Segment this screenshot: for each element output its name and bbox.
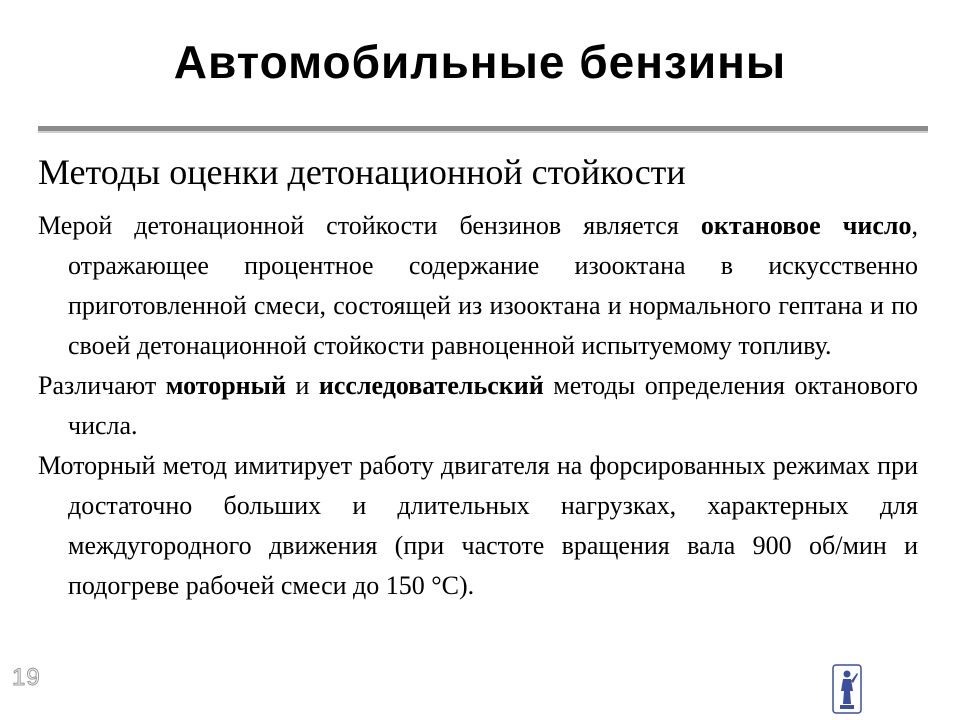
statue-logo-icon (832, 664, 862, 714)
slide-body (38, 206, 918, 606)
page-number: 19 (12, 664, 41, 691)
paragraph-text: Моторный метод имитирует работу двигателя на форсированных режимах при достаточно больших и длительных нагрузках, характерных для междугородного движения (при частоте вращения вала 900 об/мин и подогреве рабочей смеси до 150 °С). (38, 451, 918, 600)
term-motor-method: моторный (165, 371, 286, 400)
paragraph-text: методы определения октанового числа. (68, 371, 919, 440)
paragraph-methods (38, 366, 918, 446)
title-divider-shadow (38, 131, 928, 133)
paragraph-octane-definition (38, 206, 918, 366)
paragraph-text: , отражающее процентное содержание изооктана в искусственно приготовленной смеси, состоящей из изооктана и нормального гептана и по своей детонационной стойкости равноценной испытуемому топливу. (68, 211, 918, 360)
slide-title: Автомобильные бензины (173, 36, 787, 88)
term-research-method: исследовательский (318, 371, 544, 400)
term-octane-number: октановое число (700, 211, 912, 240)
paragraph-text: и (285, 371, 319, 400)
paragraph-text: Мерой детонационной стойкости бензинов является (38, 211, 701, 240)
slide-subtitle: Методы оценки детонационной стойкости (38, 152, 686, 192)
paragraph-motor-method (38, 446, 918, 606)
paragraph-text: Различают (38, 371, 166, 400)
